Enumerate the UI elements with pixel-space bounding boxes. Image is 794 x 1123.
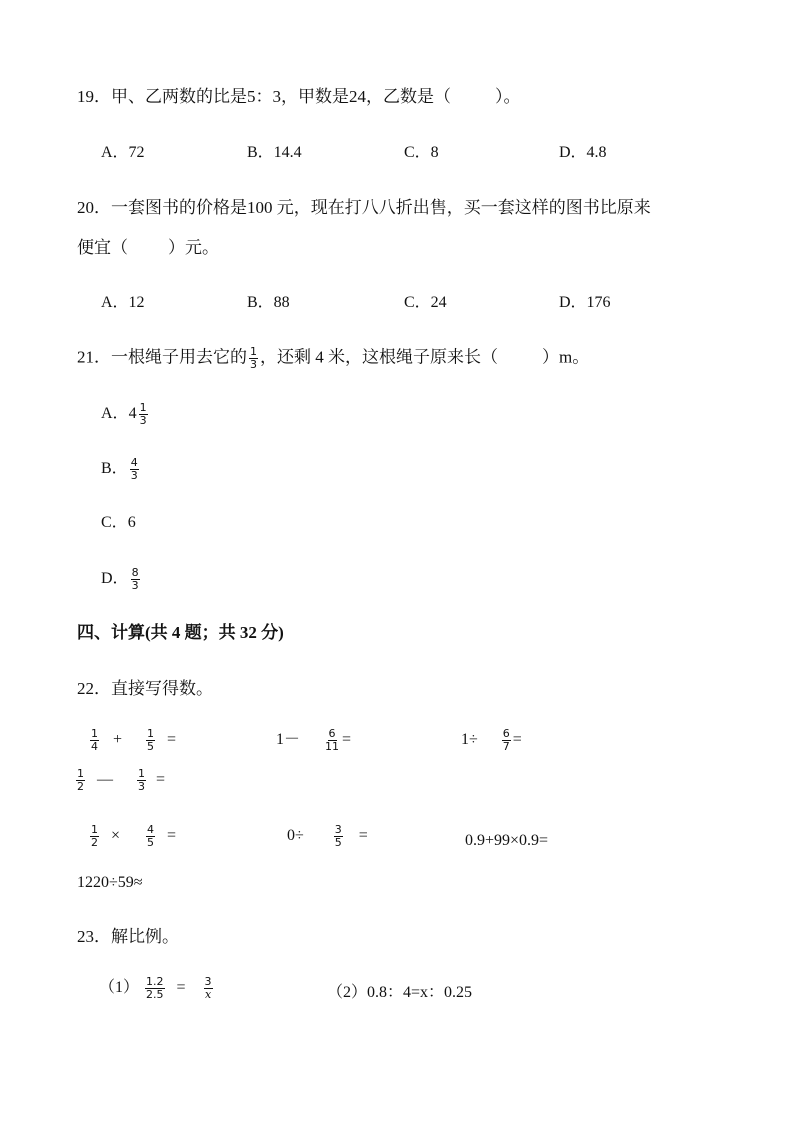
fraction: $\frac{1}{3}$ [250,345,257,371]
proportion-2: （2）0.8：4=x：0.25 [327,984,473,1001]
expression-4: $\frac{1}{2}$ — $\frac{1}{3}$ = [77,767,166,793]
expression-7: 0.9+99×0.9= [465,832,549,849]
expression-6: 0÷ $\frac{3}{5}$ = [287,823,368,849]
option-a: A．12 [101,294,145,311]
expression-1: $\frac{1}{4}$ + $\frac{1}{5}$ = [91,727,177,753]
expression-5: $\frac{1}{2}$ × $\frac{4}{5}$ = [91,823,177,849]
question-19-text: 19．甲、乙两数的比是5：3，甲数是24，乙数是（ [77,87,451,106]
expression-2: 1－ $\frac{6}{11}$ = [276,727,352,753]
question-20-line-1: 20．一套图书的价格是100 元，现在打八八折出售，买一套这样的图书比原来 [77,198,651,217]
option-d: D．4.8 [559,144,607,161]
question-21-text-middle: ，还剩 4 米，这根绳子原来长（ [260,347,498,367]
option-b: B．88 [247,294,290,311]
option-a: A．72 [101,144,145,161]
option-c: C．8 [404,144,439,161]
question-21 [77,346,589,371]
option-c: C．6 [101,514,136,531]
question-21-text: 21．一根绳子用去它的 [77,347,247,367]
question-20-text: 便宜（ [77,238,128,257]
option-c: C．24 [404,294,447,311]
option-b: B． $\frac{4}{3}$ [101,456,138,482]
fraction: $\frac{8}{3}$ [131,566,139,592]
question-19-text-end: ）。 [495,87,521,106]
option-b: B．14.4 [247,144,302,161]
question-21-text-end: ）m。 [542,347,590,367]
fraction: $\frac{1}{3}$ [139,401,147,427]
fraction: $\frac{4}{3}$ [130,456,138,482]
option-d: D． $\frac{8}{3}$ [101,566,139,592]
question-20-line-2 [77,237,219,259]
question-22-title: 22．直接写得数。 [77,679,213,698]
option-a: A．4 $\frac{1}{3}$ [101,401,147,427]
expression-3: 1÷ $\frac{6}{7}$ = [461,727,522,753]
expression-8: 1220÷59≈ [77,874,143,891]
question-20-text-end: ）元。 [168,238,219,257]
question-19 [77,86,521,108]
proportion-1: （1） $\frac{1.2}{2.5}$ = $\frac{3}{x}$ [99,975,212,1001]
question-23-title: 23．解比例。 [77,927,179,946]
option-d: D．176 [559,294,611,311]
section-title: 四、计算(共 4 题；共 32 分) [77,623,284,642]
